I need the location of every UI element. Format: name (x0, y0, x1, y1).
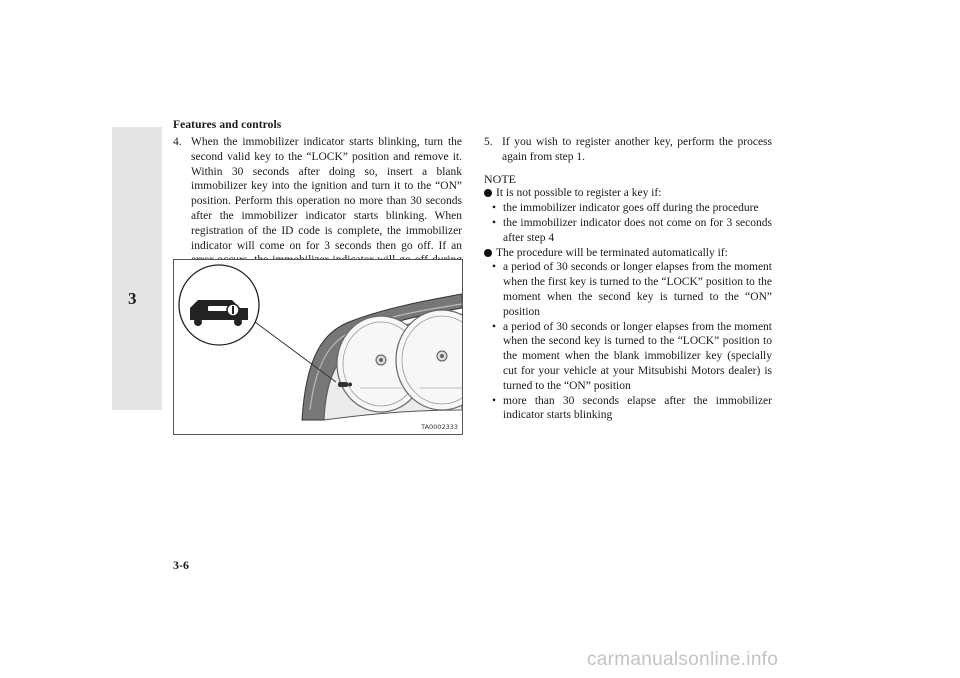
section-header: Features and controls (173, 119, 282, 131)
page-number: 3-6 (173, 558, 189, 572)
note-sub-item-text: the immobilizer indicator does not come on for 3 seconds after step 4 (503, 216, 772, 244)
figure-code: TA0002333 (421, 423, 458, 431)
note-sub-item (484, 216, 772, 246)
instrument-cluster-illustration (174, 260, 462, 434)
note-bullet-1 (484, 186, 772, 201)
immobilizer-figure (173, 259, 463, 435)
right-column (484, 135, 772, 423)
note-bullet-1-text: It is not possible to register a key if: (496, 187, 662, 200)
step-4-number: 4. (173, 136, 182, 148)
note-bullet-2-text: The procedure will be terminated automatically if: (496, 246, 728, 259)
note-sub-item-text: more than 30 seconds elapse after the immobilizer indicator starts blinking (503, 394, 772, 422)
note-sub-item (484, 394, 772, 424)
step-4-text: When the immobilizer indicator starts blinking, turn the second valid key to the “LOCK” position and remove it. Within 30 seconds after doing so, insert a blank immobilizer key into the ignition and turn it to the “ON” position. Perform this operation no more than 30 seconds after the immobilizer indicator starts blinking. When registration of the ID code is complete, the immobilizer indicator will come on for 3 seconds then go off. If an (191, 136, 462, 252)
note-sub-item (484, 260, 772, 319)
note-sub-item-text: a period of 30 seconds or longer elapses from the moment when the first key is turned to the “LOCK” position to the moment when the second key is turned to the “ON” position (503, 261, 772, 318)
note-bullet-2 (484, 246, 772, 261)
note-sub-item (484, 201, 772, 216)
step-5 (484, 135, 772, 165)
bullet-dot-icon (484, 249, 492, 257)
chapter-number: 3 (128, 289, 137, 308)
note-sub-item-text: the immobilizer indicator goes off during the procedure (503, 202, 759, 215)
chapter-tab (112, 127, 162, 410)
sub-bullet-icon: • (492, 202, 497, 215)
note-sub-item-text: a period of 30 seconds or longer elapses from the moment when the second key is turned to the “LOCK” position to the moment when the blank immobilizer key (specially cut for your vehicle at your Mitsubishi Motors dealer) is turned to the “ON” position (503, 320, 772, 392)
note-title: NOTE (484, 171, 516, 186)
immobilizer-indicator-icon (338, 382, 352, 387)
step-5-text: If you wish to register another key, perform the process again from step 1. (502, 136, 772, 163)
note-sub-item (484, 320, 772, 394)
sub-bullet-icon: • (492, 320, 497, 333)
step-5-number: 5. (484, 136, 493, 148)
watermark: carmanualsonline.info (587, 649, 779, 670)
sub-bullet-icon: • (492, 394, 497, 407)
bullet-dot-icon (484, 189, 492, 197)
sub-bullet-icon: • (492, 216, 497, 229)
sub-bullet-icon: • (492, 261, 497, 274)
